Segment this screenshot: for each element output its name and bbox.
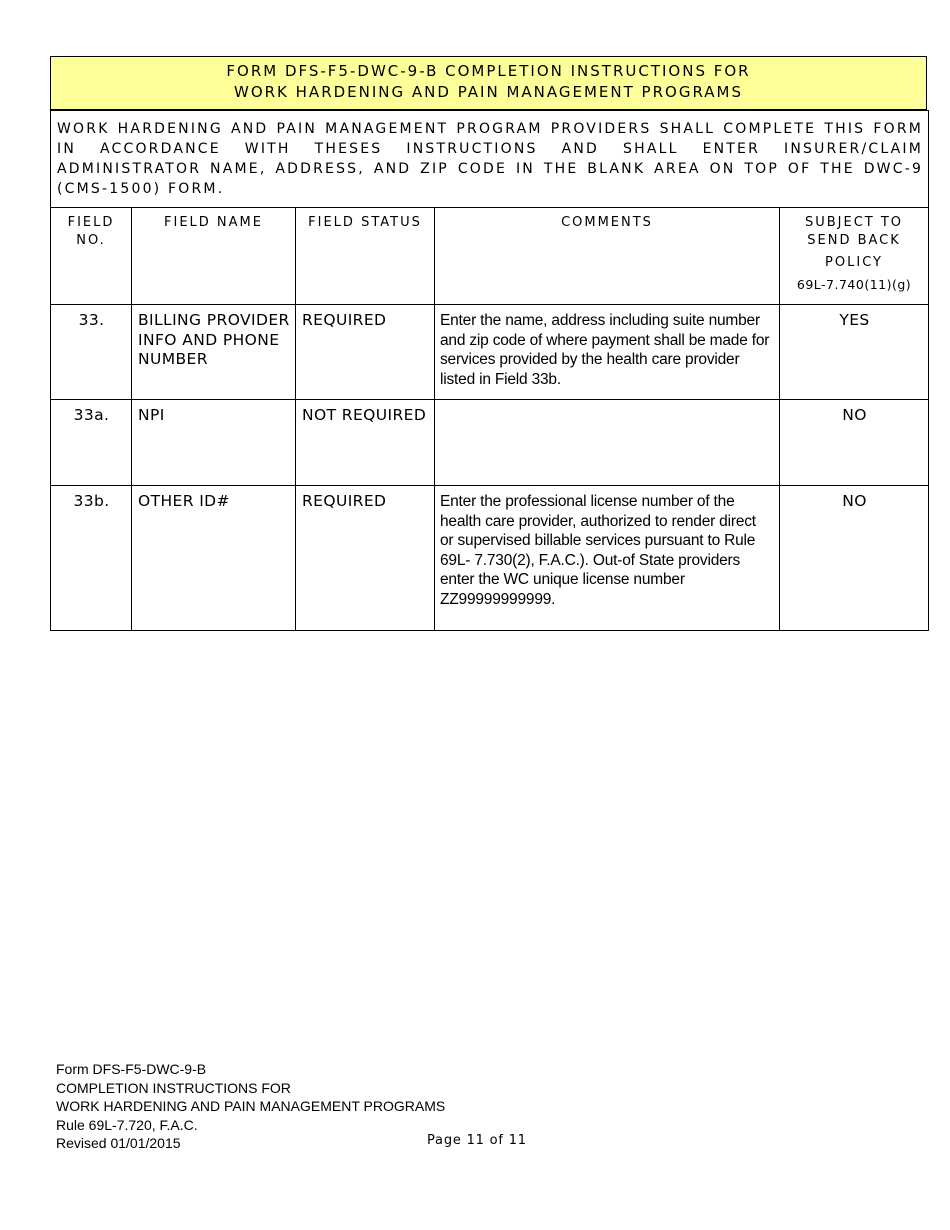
footer-rule: Rule 69L-7.720, F.A.C. xyxy=(56,1116,198,1133)
field-no: 33b. xyxy=(51,486,132,631)
table-row xyxy=(51,305,929,400)
footer-line-2: COMPLETION INSTRUCTIONS FOR xyxy=(56,1079,291,1096)
field-send-back: YES xyxy=(780,305,929,400)
header-field-no: FIELD NO. xyxy=(51,208,132,305)
field-send-back: NO xyxy=(780,486,929,631)
field-comment xyxy=(435,400,780,486)
field-status: REQUIRED xyxy=(296,486,435,631)
header-policy: POLICY xyxy=(825,255,883,270)
footer-revised: Revised 01/01/2015 xyxy=(56,1135,181,1151)
form-title xyxy=(50,56,927,110)
table-row xyxy=(51,400,929,486)
page-footer xyxy=(56,1060,445,1153)
field-name: OTHER ID# xyxy=(132,486,296,631)
field-name: NPI xyxy=(132,400,296,486)
intro-row xyxy=(51,111,929,208)
intro-text: WORK HARDENING AND PAIN MANAGEMENT PROGRAM PROVIDERS SHALL COMPLETE THIS FORM IN ACCORDANCE WITH THESES INSTRUCTIONS AND SHALL ENTER INSURER/CLAIM ADMINISTRATOR NAME, ADDRESS, AND ZIP CODE IN THE BLANK AREA ON TOP OF THE DWC-9 (CMS-1500) FORM. xyxy=(51,111,929,208)
field-status: NOT REQUIRED xyxy=(296,400,435,486)
header-policy-rule: 69L-7.740(11)(g) xyxy=(796,277,912,292)
header-field-status: FIELD STATUS xyxy=(296,208,435,305)
field-no: 33a. xyxy=(51,400,132,486)
field-no: 33. xyxy=(51,305,132,400)
footer-line-3: WORK HARDENING AND PAIN MANAGEMENT PROGRAMS xyxy=(56,1098,446,1114)
field-status: REQUIRED xyxy=(296,305,435,400)
field-comment: Enter the professional license number of the health care provider, authorized to render direct or supervised billable services pursuant to Rule 69L- 7.730(2), F.A.C.). Out-of State providers enter the WC unique license number ZZ99999999999. xyxy=(435,486,780,631)
form-title-line-2: WORK HARDENING AND PAIN MANAGEMENT PROGRAMS xyxy=(233,83,743,101)
instructions-table xyxy=(50,56,928,631)
header-field-name: FIELD NAME xyxy=(132,208,296,305)
field-name: BILLING PROVIDER INFO AND PHONE NUMBER xyxy=(132,305,296,400)
header-subject-to: SUBJECT TO SEND BACK xyxy=(804,215,904,248)
field-comment: Enter the name, address including suite number and zip code of where payment shall be made for services provided by the health care provider listed in Field 33b. xyxy=(435,305,780,400)
header-comments: COMMENTS xyxy=(435,208,780,305)
form-title-line-1: FORM DFS-F5-DWC-9-B COMPLETION INSTRUCTIONS FOR xyxy=(226,62,751,80)
page-number: Page 11 of 11 xyxy=(427,1133,527,1148)
field-send-back: NO xyxy=(780,400,929,486)
header-send-back-policy xyxy=(780,208,929,305)
header-row xyxy=(51,208,929,305)
fields-grid xyxy=(50,110,929,631)
footer-form-number: Form DFS-F5-DWC-9-B xyxy=(56,1061,207,1077)
table-row xyxy=(51,486,929,631)
